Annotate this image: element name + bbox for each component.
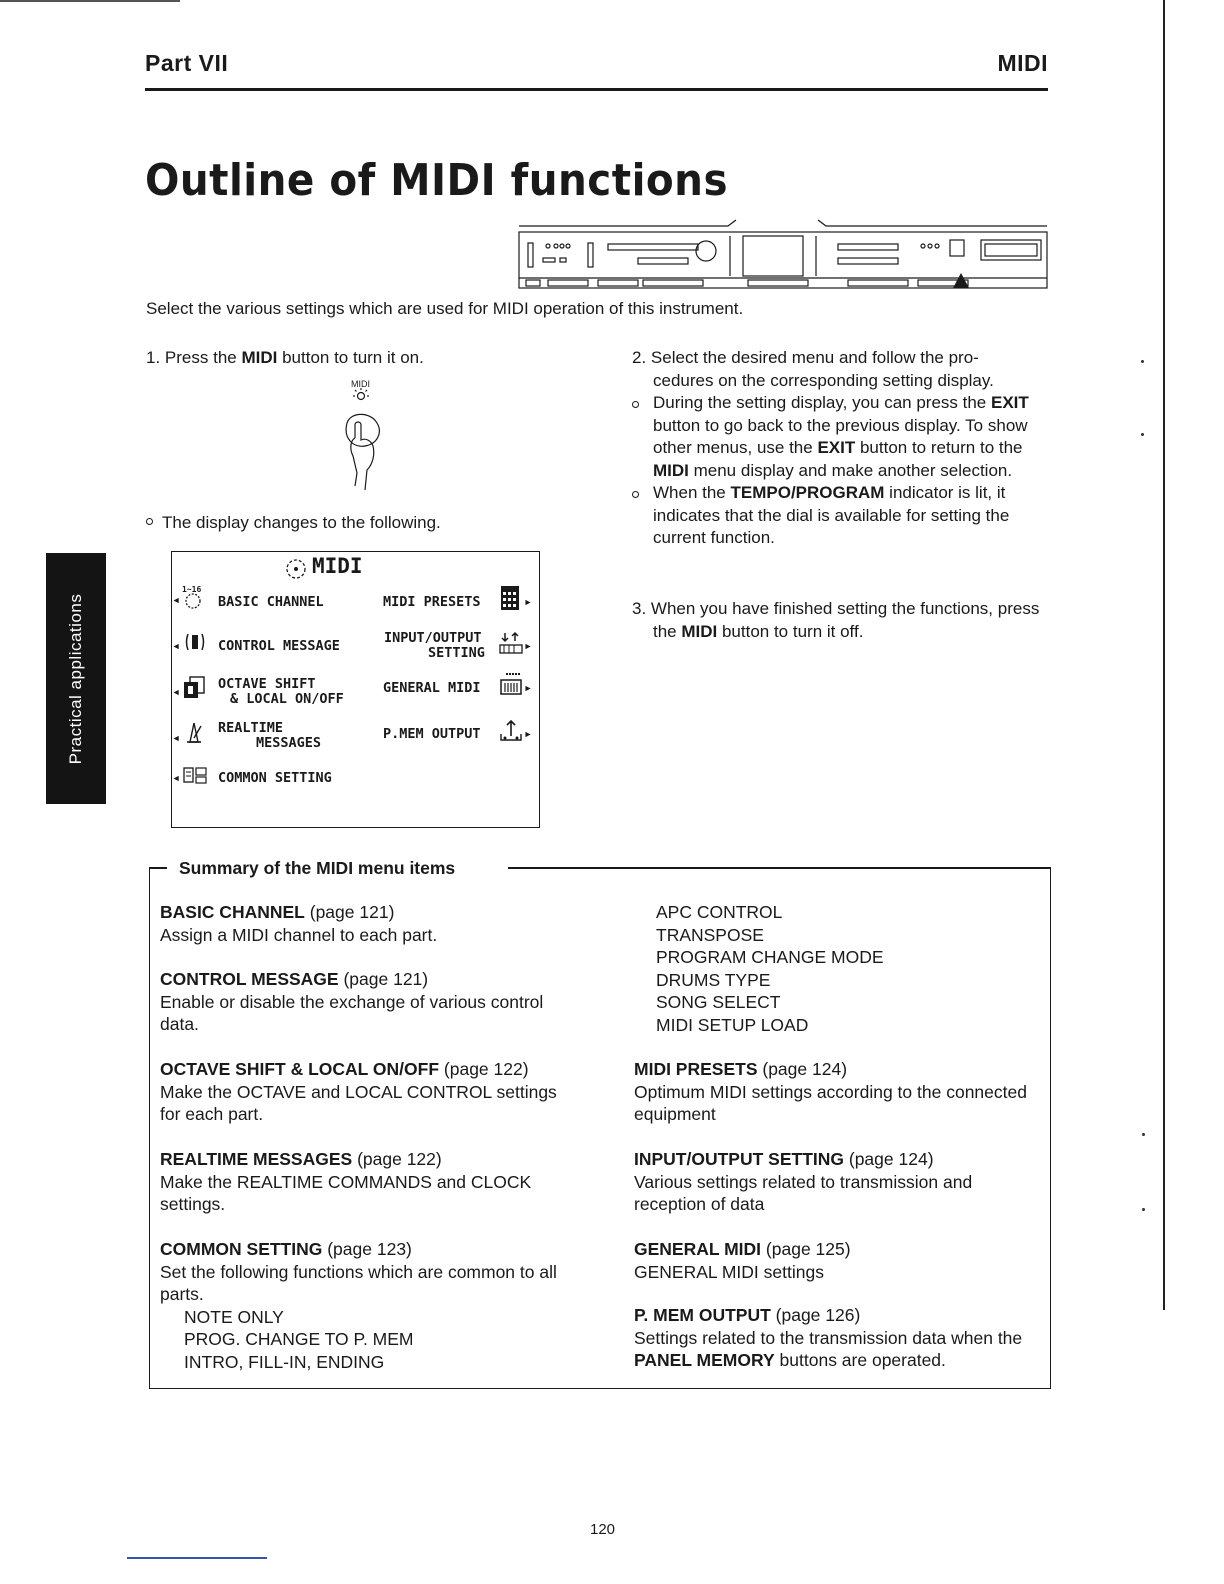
- summary-item-page: (page 122): [357, 1149, 442, 1169]
- summary-item-desc: Enable or disable the exchange of various control data.: [160, 991, 544, 1034]
- bullet-1-post: menu display and make another selection.: [688, 460, 1013, 480]
- bullet-icon: [632, 401, 639, 408]
- summary-item-head: REALTIME MESSAGES: [160, 1149, 353, 1169]
- summary-item-head: BASIC CHANNEL: [160, 902, 305, 922]
- bullet-1-mid2: button to return to the: [855, 438, 1023, 457]
- lcd-general-midi[interactable]: GENERAL MIDI: [383, 680, 481, 696]
- common-list-item: APC CONTROL: [656, 902, 783, 922]
- lcd-arrow-right-icon: ▸: [524, 594, 533, 610]
- pmem-desc-pre: Settings related to the transmission data when the: [634, 1327, 1023, 1348]
- header-part: Part VII: [145, 50, 229, 76]
- page-number: 120: [590, 1521, 616, 1538]
- summary-item-head: GENERAL MIDI: [634, 1239, 762, 1259]
- summary-pmem-output: [634, 1304, 1046, 1372]
- lcd-setting[interactable]: SETTING: [428, 645, 485, 661]
- summary-item-head: CONTROL MESSAGE: [160, 969, 339, 989]
- summary-octave-shift: [160, 1058, 580, 1126]
- summary-item-page: (page 122): [443, 1059, 529, 1079]
- summary-title: Summary of the MIDI menu items: [179, 858, 461, 879]
- step-1-text-pre: Press the: [164, 348, 242, 367]
- lcd-basic-channel[interactable]: BASIC CHANNEL: [218, 594, 324, 610]
- summary-item-page: (page 124): [762, 1059, 848, 1079]
- side-tab-label: Practical applications: [66, 593, 85, 765]
- summary-item-page: (page 125): [765, 1239, 851, 1259]
- exit-key: EXIT: [991, 393, 1029, 412]
- step-3-number: 3.: [632, 599, 647, 618]
- step-1-number: 1.: [146, 348, 161, 367]
- midi-key: MIDI: [653, 460, 689, 480]
- panel-memory-key: PANEL MEMORY: [634, 1350, 775, 1370]
- summary-border-top-left: [149, 867, 167, 869]
- step-2-bullet-2: [632, 482, 1052, 550]
- side-tab: [46, 553, 106, 804]
- octave-shift-icon: [182, 674, 208, 702]
- summary-item-page: (page 121): [343, 969, 429, 989]
- common-list-item: PROGRAM CHANGE MODE: [656, 947, 884, 967]
- step-2-number: 2.: [632, 348, 647, 367]
- lcd-common-setting[interactable]: COMMON SETTING: [218, 770, 332, 786]
- figure-midi-label: MIDI: [351, 379, 370, 389]
- step-2-line2: cedures on the corresponding setting display.: [653, 370, 994, 390]
- lcd-pmem-output[interactable]: P.MEM OUTPUT: [383, 726, 481, 742]
- lcd-arrow-right-icon: ▸: [524, 638, 533, 654]
- scan-speck: [1141, 433, 1144, 436]
- summary-common-setting: [160, 1238, 580, 1373]
- summary-basic-channel: [160, 901, 580, 946]
- summary-input-output: [634, 1148, 1046, 1216]
- right-edge-line: [1163, 0, 1165, 1310]
- summary-item-desc: Make the OCTAVE and LOCAL CONTROL settings for each part.: [160, 1081, 557, 1124]
- scan-speck: [1142, 1208, 1145, 1211]
- lcd-control-message[interactable]: CONTROL MESSAGE: [218, 638, 340, 654]
- page-title: Outline of MIDI functions: [145, 155, 729, 206]
- header-section: MIDI: [997, 50, 1048, 76]
- bullet-icon: [146, 518, 153, 525]
- lcd-arrow-right-icon: ▸: [524, 726, 533, 742]
- summary-item-head: P. MEM OUTPUT: [634, 1305, 771, 1325]
- input-output-icon: [498, 630, 524, 656]
- summary-item-page: (page 124): [848, 1149, 934, 1169]
- basic-channel-icon: [184, 592, 204, 610]
- step-2: [632, 347, 1052, 550]
- display-note-text: The display changes to the following.: [162, 513, 441, 532]
- summary-realtime-messages: [160, 1148, 580, 1216]
- step-3-midi-key: MIDI: [681, 621, 718, 641]
- step-1: [146, 347, 424, 370]
- summary-item-head: COMMON SETTING: [160, 1239, 323, 1259]
- lcd-arrow-left-icon: ◂: [172, 638, 181, 654]
- bullet-2-pre: When the: [653, 483, 731, 502]
- step-2-bullet-1: [632, 392, 1052, 482]
- midi-menu-display: [171, 551, 540, 828]
- summary-item-page: (page 121): [309, 902, 395, 922]
- lcd-octave-shift[interactable]: OCTAVE SHIFT: [218, 676, 316, 692]
- pmem-output-icon: [498, 718, 524, 746]
- step-1-midi-key: MIDI: [241, 348, 278, 367]
- lcd-arrow-left-icon: ◂: [172, 730, 181, 746]
- common-list-item: INTRO, FILL-IN, ENDING: [184, 1351, 385, 1372]
- press-midi-button-illustration: [335, 378, 405, 503]
- scan-speck: [1141, 360, 1144, 363]
- bottom-edge-mark: [127, 1557, 267, 1559]
- summary-item-desc: GENERAL MIDI settings: [634, 1261, 824, 1282]
- intro-text: Select the various settings which are used for MIDI operation of this instrument.: [146, 299, 744, 318]
- lcd-arrow-right-icon: ▸: [524, 680, 533, 696]
- control-message-icon: [184, 630, 206, 654]
- control-panel-diagram: [518, 218, 1048, 290]
- common-setting-icon: [182, 766, 210, 786]
- summary-border-top-right: [508, 867, 1051, 869]
- general-midi-icon: [498, 670, 524, 698]
- bullet-1-pre: During the setting display, you can press the: [653, 393, 987, 412]
- tempo-program-key: TEMPO/PROGRAM: [730, 483, 885, 502]
- summary-item-desc: Assign a MIDI channel to each part.: [160, 924, 438, 945]
- lcd-title: MIDI: [312, 554, 363, 578]
- common-list-item: NOTE ONLY: [184, 1306, 284, 1327]
- bullet-2-post: indicator is lit, it indicates that the dial is available for setting the current function.: [653, 483, 1010, 547]
- midi-presets-icon: [499, 584, 521, 612]
- step-1-text-post: button to turn it on.: [277, 348, 424, 367]
- common-list-item: TRANSPOSE: [656, 924, 764, 945]
- summary-item-page: (page 126): [775, 1305, 861, 1325]
- common-setting-continued-list: [656, 901, 1046, 1036]
- lcd-messages[interactable]: MESSAGES: [256, 735, 322, 751]
- common-list-item: SONG SELECT: [656, 992, 781, 1012]
- lcd-arrow-left-icon: ◂: [172, 770, 181, 786]
- summary-general-midi: [634, 1238, 1046, 1283]
- step-3-text-pre: When you have finished setting the functions, press the: [650, 599, 1040, 641]
- summary-midi-presets: [634, 1058, 1046, 1126]
- lcd-arrow-left-icon: ◂: [172, 592, 181, 608]
- common-list-item: MIDI SETUP LOAD: [656, 1014, 809, 1035]
- bullet-icon: [632, 491, 639, 498]
- summary-item-head: INPUT/OUTPUT SETTING: [634, 1149, 844, 1169]
- common-list-item: PROG. CHANGE TO P. MEM: [184, 1329, 414, 1349]
- exit-key: EXIT: [817, 438, 856, 457]
- summary-item-page: (page 123): [327, 1239, 412, 1259]
- midi-dial-icon: [284, 558, 310, 580]
- bullet-1-mid: button to go back to the previous display. To show other menus, use the: [653, 415, 1028, 457]
- summary-item-desc: Various settings related to transmission and reception of data: [634, 1171, 973, 1214]
- lcd-channel-range: 1~16: [182, 585, 202, 594]
- lcd-realtime[interactable]: REALTIME: [218, 720, 284, 736]
- lcd-input-output[interactable]: INPUT/OUTPUT: [384, 630, 482, 646]
- summary-item-head: MIDI PRESETS: [634, 1059, 758, 1079]
- summary-item-head: OCTAVE SHIFT & LOCAL ON/OFF: [160, 1059, 440, 1079]
- step-2-line1: Select the desired menu and follow the pro-: [650, 348, 979, 367]
- step-3-text-post: button to turn it off.: [717, 621, 864, 641]
- summary-item-desc: [634, 1327, 1046, 1372]
- top-edge-mark: [0, 0, 180, 2]
- summary-control-message: [160, 968, 580, 1036]
- summary-item-desc: Optimum MIDI settings according to the connected equipment: [634, 1081, 1027, 1124]
- lcd-arrow-left-icon: ◂: [172, 684, 181, 700]
- display-change-note: [146, 512, 441, 535]
- scan-speck: [1142, 1133, 1145, 1136]
- step-3: [632, 598, 1052, 643]
- lcd-local-on-off[interactable]: & LOCAL ON/OFF: [230, 691, 344, 707]
- metronome-icon: [184, 720, 206, 746]
- header-rule: [145, 88, 1048, 91]
- common-list-item: DRUMS TYPE: [656, 969, 771, 990]
- summary-item-desc: Make the REALTIME COMMANDS and CLOCK settings.: [160, 1171, 532, 1214]
- summary-item-desc: Set the following functions which are common to all parts.: [160, 1261, 557, 1304]
- pmem-desc-post: buttons are operated.: [774, 1350, 946, 1370]
- lcd-midi-presets[interactable]: MIDI PRESETS: [383, 594, 481, 610]
